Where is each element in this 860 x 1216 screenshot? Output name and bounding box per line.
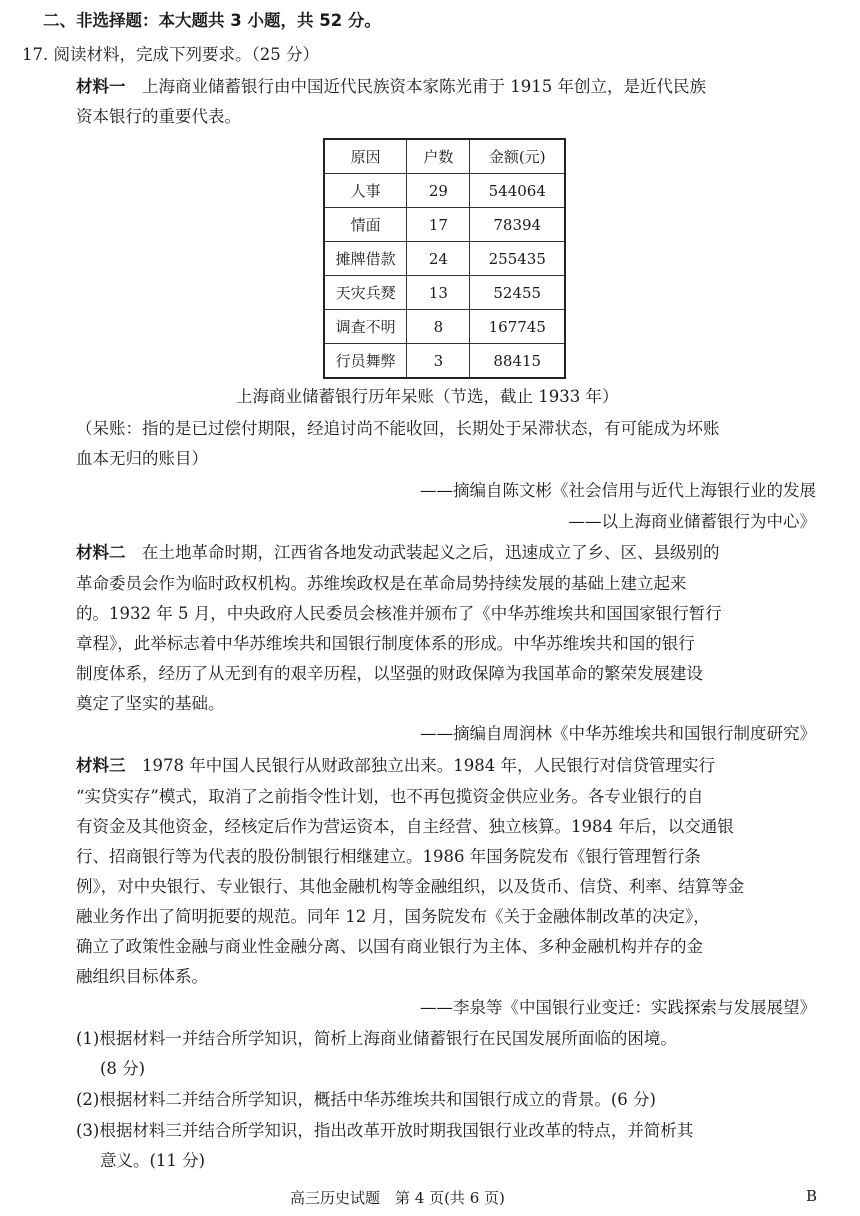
table-cell: 52455 [470, 276, 565, 310]
table-cell: 情面 [324, 208, 407, 242]
material-2-line-4: 章程》，此举标志着中华苏维埃共和国银行制度体系的形成。中华苏维埃共和国的银行 [76, 634, 695, 653]
material-1-source-2: ——以上海商业储蓄银行为中心》 [568, 512, 816, 531]
table-cell: 29 [407, 174, 470, 208]
table-cell: 8 [407, 310, 470, 344]
table-row [324, 310, 565, 344]
table-cell: 17 [407, 208, 470, 242]
material-2-line-1 [76, 542, 720, 564]
table-caption: 上海商业储蓄银行历年呆账（节选，截止 1933 年） [236, 387, 619, 406]
material-1-text-1: 上海商业储蓄银行由中国近代民族资本家陈光甫于 1915 年创立，是近代民族 [142, 77, 706, 96]
material-3-line-3: 有资金及其他资金，经核定后作为营运资本，自主经营、独立核算。1984 年后，以交通银 [76, 817, 734, 836]
material-3-line-6: 融业务作出了简明扼要的规范。同年 12 月，国务院发布《关于金融体制改革的决定》， [76, 907, 710, 926]
table-cell: 167745 [470, 310, 565, 344]
table-header-row [324, 139, 565, 174]
table-header-cell: 金额(元) [470, 139, 565, 174]
table-cell: 人事 [324, 174, 407, 208]
table-cell: 3 [407, 344, 470, 379]
material-1-line-1 [76, 76, 706, 98]
material-2-source: ——摘编自周润林《中华苏维埃共和国银行制度研究》 [420, 724, 816, 743]
material-3-label: 材料三 [76, 756, 126, 775]
table-cell: 78394 [470, 208, 565, 242]
paper-version-mark: B [806, 1187, 818, 1205]
sub-question-3-line-1: (3)根据材料三并结合所学知识，指出改革开放时期我国银行业改革的特点，并简析其 [76, 1121, 694, 1140]
table-row [324, 242, 565, 276]
material-3-line-5: 例》，对中央银行、专业银行、其他金融机构等金融组织，以及货币、信贷、利率、结算等金 [76, 877, 745, 896]
table-cell: 255435 [470, 242, 565, 276]
section-heading: 二、非选择题：本大题共 3 小题，共 52 分。 [43, 11, 381, 30]
material-1-note-1: （呆账：指的是已过偿付期限，经追讨尚不能收回，长期处于呆滞状态，有可能成为坏账 [76, 419, 720, 438]
sub-question-3-line-2: 意义。(11 分) [100, 1151, 206, 1170]
table-header-cell: 户数 [407, 139, 470, 174]
table-cell: 调查不明 [324, 310, 407, 344]
material-2-line-6: 奠定了坚实的基础。 [76, 694, 225, 713]
material-2-text-1: 在土地革命时期，江西省各地发动武装起义之后，迅速成立了乡、区、县级别的 [142, 543, 720, 562]
material-3-text-1: 1978 年中国人民银行从财政部独立出来。1984 年，人民银行对信贷管理实行 [142, 756, 715, 775]
material-3-line-1 [76, 755, 715, 777]
material-1-source-1: ——摘编自陈文彬《社会信用与近代上海银行业的发展 [420, 481, 816, 500]
material-2-label: 材料二 [76, 543, 126, 562]
table-cell: 摊牌借款 [324, 242, 407, 276]
bad-debt-table [323, 138, 566, 379]
table-cell: 行员舞弊 [324, 344, 407, 379]
table-row [324, 174, 565, 208]
material-1-label: 材料一 [76, 77, 126, 96]
material-3-line-8: 融组织目标体系。 [76, 967, 208, 986]
material-1-line-2: 资本银行的重要代表。 [76, 107, 241, 126]
table-cell: 88415 [470, 344, 565, 379]
sub-question-1-line-1: (1)根据材料一并结合所学知识，简析上海商业储蓄银行在民国发展所面临的困境。 [76, 1029, 677, 1048]
table-cell: 天灾兵燹 [324, 276, 407, 310]
material-2-line-3: 的。1932 年 5 月，中央政府人民委员会核准并颁布了《中华苏维埃共和国国家银行暂行 [76, 604, 722, 623]
sub-question-1-line-2: (8 分) [100, 1059, 146, 1078]
sub-question-2: (2)根据材料二并结合所学知识，概括中华苏维埃共和国银行成立的背景。(6 分) [76, 1090, 656, 1109]
table-cell: 24 [407, 242, 470, 276]
material-3-line-4: 行、招商银行等为代表的股份制银行相继建立。1986 年国务院发布《银行管理暂行条 [76, 847, 701, 866]
material-3-source: ——李泉等《中国银行业变迁：实践探索与发展展望》 [420, 998, 816, 1017]
table-header-cell: 原因 [324, 139, 407, 174]
material-3-line-7: 确立了政策性金融与商业性金融分离、以国有商业银行为主体、多种金融机构并存的金 [76, 937, 703, 956]
table-cell: 13 [407, 276, 470, 310]
table-row [324, 344, 565, 379]
material-2-line-5: 制度体系，经历了从无到有的艰辛历程，以坚强的财政保障为我国革命的繁荣发展建设 [76, 664, 703, 683]
table-row [324, 276, 565, 310]
table-row [324, 208, 565, 242]
question-17-title: 17. 阅读材料，完成下列要求。（25 分） [22, 45, 319, 64]
page-footer: 高三历史试题 第 4 页(共 6 页) [290, 1189, 505, 1207]
material-3-line-2: “实贷实存”模式，取消了之前指令性计划，也不再包揽资金供应业务。各专业银行的自 [76, 787, 704, 806]
material-2-line-2: 革命委员会作为临时政权机构。苏维埃政权是在革命局势持续发展的基础上建立起来 [76, 574, 687, 593]
table-cell: 544064 [470, 174, 565, 208]
material-1-note-2: 血本无归的账目） [76, 449, 208, 468]
